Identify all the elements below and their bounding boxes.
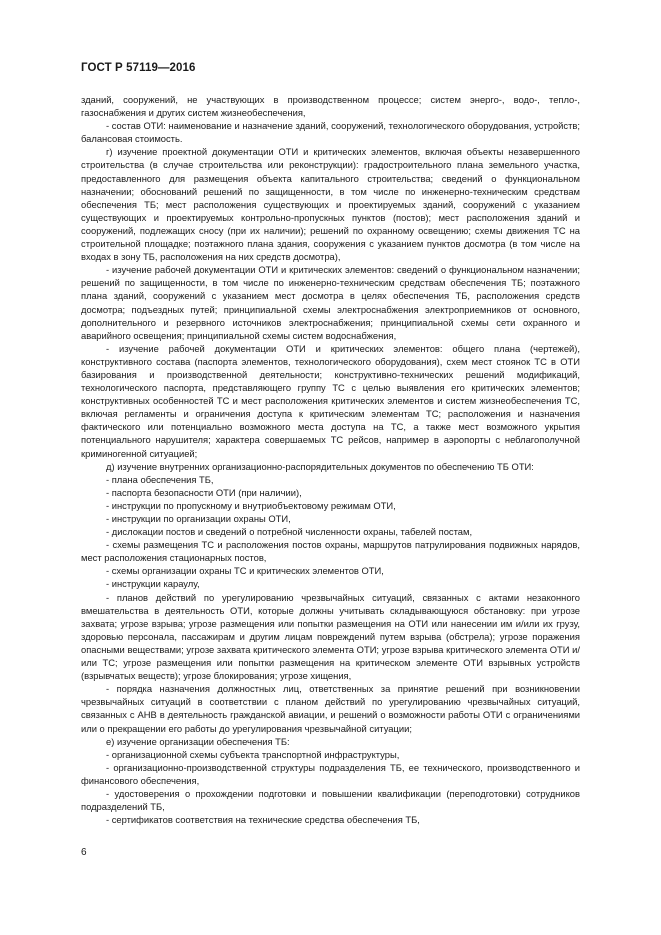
list-item: - порядка назначения должностных лиц, ответственных за принятие решений при возникновении чрезвычайных ситуаций в соответствии с планом действий по урегулированию чрезвычайных ситуаций, связанных с АНВ в деятельность гражданской авиации, и решений о возможности работы ОТИ с ограничениями или о прекращении его работы до урегулирования чрезвычайной ситуации; xyxy=(81,683,580,734)
paragraph: г) изучение проектной документации ОТИ и критических элементов, включая объекты незавершенного строительства (в случае строительства или реконструкции): градостроительного плана земельного участка, предоставленного для размещения объекта капитального строительства; сведений о функциональном назначении; обоснований решений по защищенности, в том числе по инженерно-техническим средствам обеспечения ТБ; мест расположения существующих и проектируемых зданий, сооружений с указанием существующих и проектируемых контрольно-пропускных пунктов (постов); мест расположения зданий и сооружений, подлежащих сносу (при их наличии); решений по охранному освещению; схемы движения ТС на строительной площадке; поэтажного плана здания, сооружения с указанием пунктов досмотра (в том числе на входах в зону ТБ, расположения на них средств досмотра), xyxy=(81,146,580,263)
paragraph: - состав ОТИ: наименование и назначение зданий, сооружений, технологического оборудования, устройств; балансовая стоимость. xyxy=(81,120,580,145)
list-item: - инструкции по организации охраны ОТИ, xyxy=(106,513,291,524)
list-item: - плана обеспечения ТБ, xyxy=(106,473,214,485)
list-item: - схемы размещения ТС и расположения постов охраны, маршрутов патрулирования подвижных нарядов, мест расположения стационарных постов, xyxy=(81,539,580,564)
paragraph: - изучение рабочей документации ОТИ и критических элементов: сведений о функциональном назначении; решений по защищенности, в том числе по инженерно-техническим средствам обеспечения ТБ; поэтажного плана зданий, сооружений с указанием мест досмотра в целях обеспечения ТБ, расположения средств досмотра; подъездных путей; принципиальной схемы электроснабжения электроприемников от основного, дополнительного и резервного источников электроснабжения; принципиальной схемы сети охранного и аварийного освещения; принципиальной схемы систем водоснабжения, xyxy=(81,264,580,341)
list-item: - организационной схемы субъекта транспортной инфраструктуры, xyxy=(106,748,400,760)
list-item: - сертификатов соответствия на технические средства обеспечения ТБ, xyxy=(106,814,420,826)
list-item: - дислокации постов и сведений о потребной численности охраны, табелей постам, xyxy=(106,526,473,538)
paragraph: д) изучение внутренних организационно-распорядительных документов по обеспечению ТБ ОТИ: xyxy=(106,460,534,472)
list-item: - инструкции караулу, xyxy=(106,578,200,590)
page-number: 6 xyxy=(81,847,87,858)
list-item: - удостоверения о прохождении подготовки и повышении квалификации (переподготовки) сотрудников подразделений ТБ, xyxy=(81,787,580,813)
document-body xyxy=(81,93,580,826)
paragraph: зданий, сооружений, не участвующих в производственном процессе; систем энерго-, водо-, тепло-, газоснабжения и других систем жизнеобеспечения, xyxy=(81,94,580,119)
paragraph: - изучение рабочей документации ОТИ и критических элементов: общего плана (чертежей), конструктивного состава (паспорта элементов, технологического оборудования), схем мест стоянок ТС в ОТИ базирования и производственной деятельности; конструктивно-технических решений модификаций, технологического паспорта, представляющего группу ТС с целью выявления его критических элементов; конструктивных особенностей ТС и мест расположения критических элементов и систем жизнеобеспечения ТС, включая регламенты и ограничения доступа к критическим элементам ТС; расположения и назначения фактического или потенциально возможного места доступа на ТС, а также мест возможного укрытия потенциального нарушителя; характера совершаемых ТС рейсов, например в аэропорты с неблагополучной криминогенной ситуацией; xyxy=(81,342,580,459)
list-item: - схемы организации охраны ТС и критических элементов ОТИ, xyxy=(106,565,384,577)
document-header: ГОСТ Р 57119—2016 xyxy=(81,62,196,74)
list-item: - паспорта безопасности ОТИ (при наличии), xyxy=(106,486,302,498)
list-item: - планов действий по урегулированию чрезвычайных ситуаций, связанных с актами незаконного вмешательства в деятельность ОТИ, которые должны учитывать складывающуюся обстановку: при угрозе захвата; угрозе взрыва; угрозе размещения или попытки размещения на ОТИ или нанесении им и/или их грузу, здоровью персонала, пассажирам и другим лицам повреждений путем взрыва (обстрела); угрозе поражения опасными веществами; угрозе захвата критического элемента ОТИ; угрозе взрыва критического элемента ОТИ и/или ТС; угрозе размещения или попытки размещения на критическом элементе ОТИ взрывных устройств (взрывчатых веществ); угрозе блокирования; угрозе хищения, xyxy=(81,591,580,682)
list-item: - организационно-производственной структуры подразделения ТБ, ее технического, производственного и финансового обеспечения, xyxy=(81,761,580,786)
paragraph: е) изучение организации обеспечения ТБ: xyxy=(106,735,290,747)
list-item: - инструкции по пропускному и внутриобъектовому режимам ОТИ, xyxy=(106,499,396,511)
